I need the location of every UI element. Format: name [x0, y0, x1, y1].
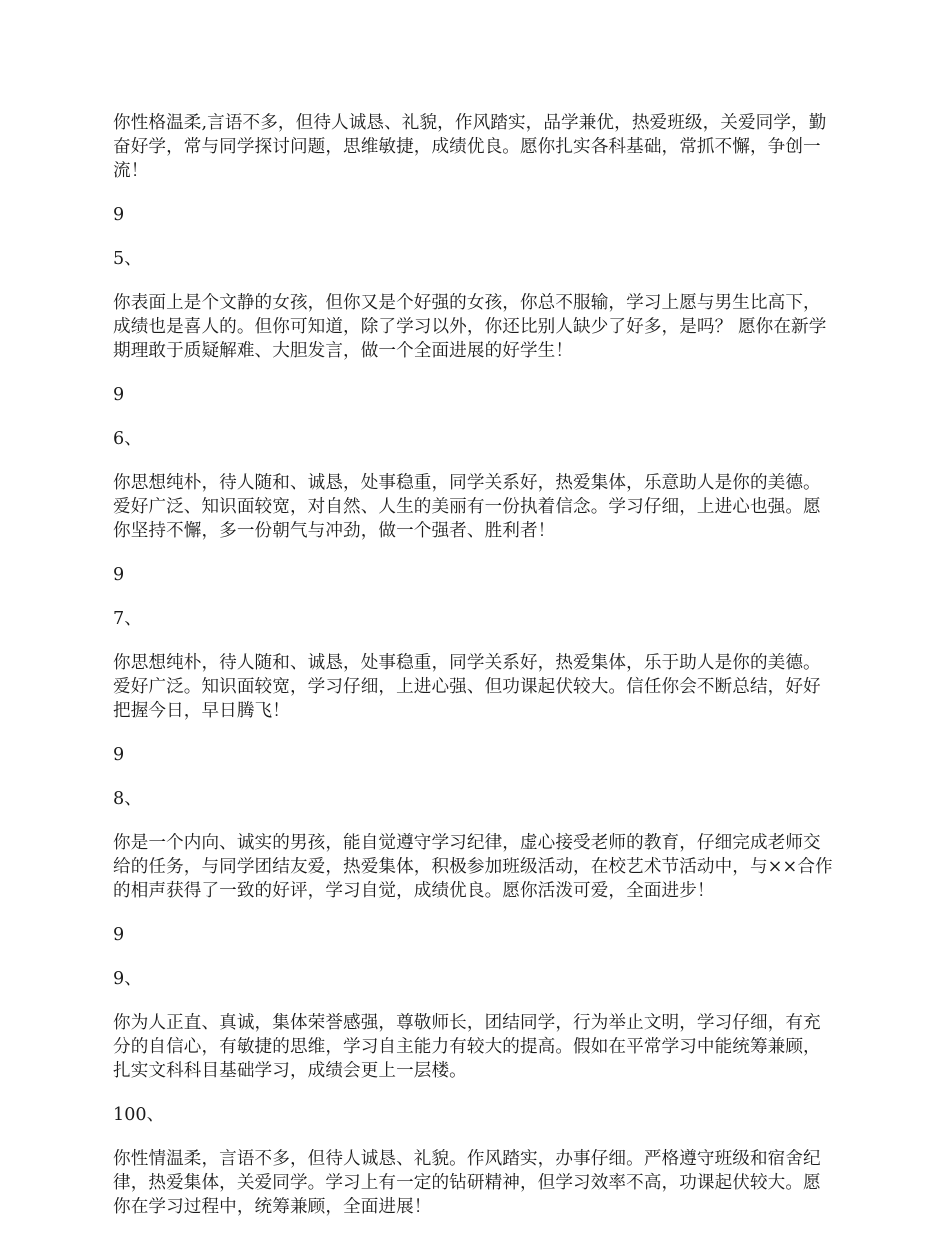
comment-paragraph: 你为人正直、真诚，集体荣誉感强，尊敬师长，团结同学，行为举止文明，学习仔细，有充分的自信心，有敏捷的思维，学习自主能力有较大的提高。假如在平常学习中能统筹兼顾，扎实文科科目基础学习，成绩会更上一层楼。	[113, 1013, 821, 1081]
comment-paragraph: 你思想纯朴，待人随和、诚恳，处事稳重，同学关系好，热爱集体，乐于助人是你的美德。爱好广泛。知识面较宽，学习仔细，上进心强、但功课起伏较大。信任你会不断总结，好好把握今日，早日腾飞！	[113, 653, 821, 721]
section-marker: 9	[113, 745, 125, 765]
item-number: 100、	[113, 1105, 165, 1125]
section-marker: 9	[113, 925, 125, 945]
comment-paragraph: 你表面上是个文静的女孩，但你又是个好强的女孩，你总不服输，学习上愿与男生比高下，成绩也是喜人的。但你可知道，除了学习以外，你还比别人缺少了好多，是吗？ 愿你在新学期理敢于质疑解难、大胆发言，做一个全面进展的好学生！	[113, 293, 827, 361]
item-number: 5、	[113, 249, 142, 269]
item-number: 9、	[113, 969, 142, 989]
section-marker: 9	[113, 565, 125, 585]
comment-paragraph: 你是一个内向、诚实的男孩，能自觉遵守学习纪律，虚心接受老师的教育，仔细完成老师交给的任务，与同学团结友爱，热爱集体，积极参加班级活动，在校艺术节活动中，与××合作的相声获得了一致的好评，学习自觉，成绩优良。愿你活泼可爱，全面进步！	[113, 833, 833, 901]
comment-paragraph: 你性情温柔，言语不多，但待人诚恳、礼貌。作风踏实，办事仔细。严格遵守班级和宿舍纪律，热爱集体，关爱同学。学习上有一定的钻研精神，但学习效率不高，功课起伏较大。愿你在学习过程中，统筹兼顾，全面进展！	[113, 1149, 821, 1217]
comment-paragraph: 你思想纯朴，待人随和、诚恳，处事稳重，同学关系好，热爱集体，乐意助人是你的美德。爱好广泛、知识面较宽，对自然、人生的美丽有一份执着信念。学习仔细，上进心也强。愿你坚持不懈，多一份朝气与冲劲，做一个强者、胜利者！	[113, 473, 821, 541]
document-body	[113, 111, 833, 1239]
item-number: 6、	[113, 429, 142, 449]
section-marker: 9	[113, 205, 125, 225]
comment-paragraph: 你性格温柔,言语不多，但待人诚恳、礼貌，作风踏实，品学兼优，热爱班级，关爱同学，勤奋好学，常与同学探讨问题，思维敏捷，成绩优良。愿你扎实各科基础，常抓不懈，争创一流！	[113, 113, 827, 181]
item-number: 8、	[113, 789, 142, 809]
item-number: 7、	[113, 609, 142, 629]
section-marker: 9	[113, 385, 125, 405]
